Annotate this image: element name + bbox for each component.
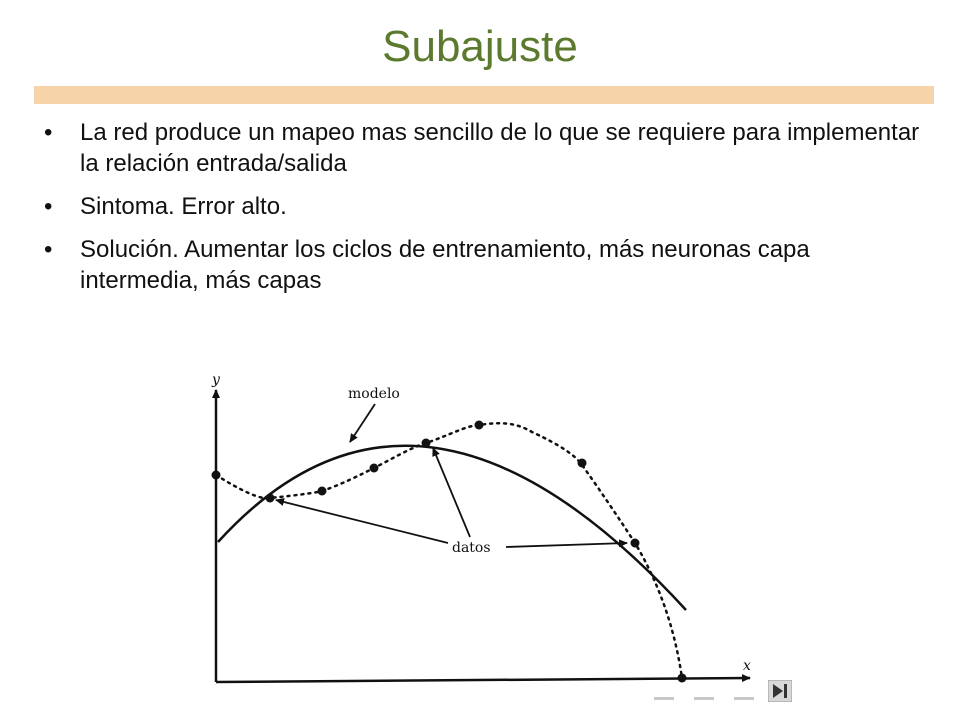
model-label: modelo — [348, 386, 400, 402]
bullet-dot: • — [44, 193, 53, 220]
data-point — [678, 674, 687, 683]
bullet-item — [44, 234, 924, 296]
bullet-dot: • — [44, 236, 53, 263]
data-arrow — [433, 448, 470, 537]
data-arrow — [276, 500, 448, 543]
data-point — [422, 439, 431, 448]
first-slide-icon[interactable] — [652, 680, 676, 702]
bullet-text: Sintoma. Error alto. — [80, 193, 287, 220]
data-point — [318, 487, 327, 496]
data-point — [475, 421, 484, 430]
last-slide-icon[interactable] — [768, 680, 792, 702]
model-arrow — [350, 404, 375, 442]
data-label: datos — [452, 540, 491, 556]
bullet-text: La red produce un mapeo mas sencillo de lo que se requiere para implementar la relación entrada/salida — [80, 119, 920, 177]
data-point — [212, 471, 221, 480]
data-curve — [216, 423, 682, 678]
slide-title: Subajuste — [382, 22, 578, 71]
prev-slide-icon[interactable] — [692, 680, 716, 702]
data-point — [631, 539, 640, 548]
data-arrow — [506, 543, 627, 547]
title-underline-bar — [34, 86, 934, 104]
data-point — [578, 459, 587, 468]
data-point — [266, 494, 275, 503]
data-point — [370, 464, 379, 473]
bullet-list — [44, 117, 924, 308]
y-axis-label: y — [212, 372, 220, 388]
x-axis-label: x — [743, 658, 751, 674]
model-curve — [218, 446, 686, 610]
bullet-item — [44, 117, 924, 179]
bullet-item — [44, 191, 924, 222]
underfitting-figure — [190, 360, 810, 720]
bullet-text: Solución. Aumentar los ciclos de entrenamiento, más neuronas capa intermedia, más capas — [80, 236, 810, 294]
next-slide-icon[interactable] — [732, 680, 756, 702]
bullet-dot: • — [44, 119, 53, 146]
